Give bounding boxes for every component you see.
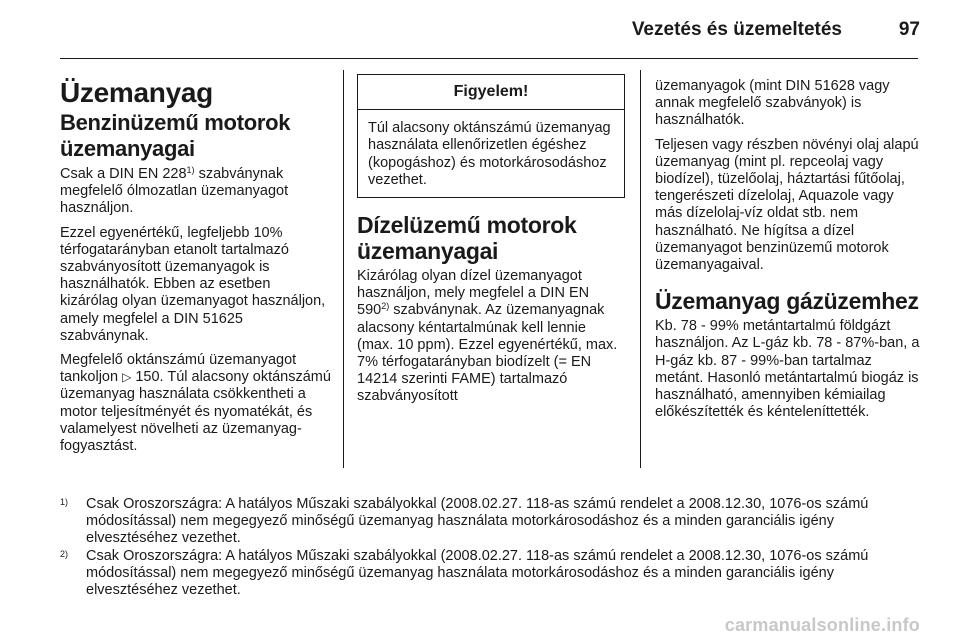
footnote-text: Csak Oroszországra: A hatályos Műszaki szabályokkal (2008.02.27. 118-as számú rendelet a 2008.12.30, 1076-os számú módosítással) nem megegyező minőségű üzemanyag használata motorkárosodáshoz és a minden garanciális igény elvesztéséhez vezethet. [86,496,869,547]
footnote-2 [60,548,922,600]
paragraph [357,268,625,406]
footnotes [60,496,922,599]
page-number: 97 [898,19,920,40]
footnote-text: Csak Oroszországra: A hatályos Műszaki szabályokkal (2008.02.27. 118-as számú rendelet a 2008.12.30, 1076-os számú módosítással) nem megegyező minőségű üzemanyag használata motorkárosodáshoz és a minden garanciális igény elvesztéséhez vezethet. [86,547,869,599]
column-1 [60,74,332,462]
paragraph: üzemanyagok (mint DIN 51628 vagy annak megfelelő szabványok) is használhatók. [655,78,890,129]
warning-title: Figyelem! [358,75,624,110]
subsection-title-petrol: Benzinüzemű motorok üzemanyagai [60,110,291,161]
text-run: szabványnak. Az üzemanyagnak alacsony kéntartalmúnak kell lennie (max. 10 ppm). Ezzel egyenértékű, max. 7% térfogatarányban biodízelt (= EN 14214 szerinti FAME) tartalmazó szabványosított [357,302,618,405]
warning-text: Túl alacsony oktánszámú üzemanyag használata ellenőrizetlen égéshez (kopogáshoz) és motorkárosodáshoz vezethet. [368,120,611,188]
column-divider-2 [640,70,641,468]
page-reference-link[interactable]: 150 [135,369,160,386]
header-title: Vezetés és üzemeltetés [631,19,842,40]
paragraph: Ezzel egyenértékű, legfeljebb 10% térfogatarányban etanolt tartalmazó szabványosított üzemanyagok is használhatók. Ebben az esetben kizárólag olyan üzemanyagot használjon, amely megfelel a DIN 51625 szabványnak. [60,224,326,344]
paragraph [60,352,332,455]
subsection-title-diesel: Dízelüzemű motorok üzemanyagai [357,212,577,265]
footnote-ref-1[interactable]: 1) [186,165,195,175]
column-3 [655,78,921,428]
warning-box [357,74,625,198]
paragraph: Kb. 78 - 99% metántartalmú földgázt használjon. Az L-gáz kb. 78 - 87%-ban, a H-gáz kb. 87 - 99%-ban tartalmaz metánt. Hasonló metántartalmú biogáz is használható, amennyiben kémiailag előkészítették és kénteleníttették. [655,318,920,421]
text-run: Megfelelő oktánszámú üzemanyagot tankoljon [60,352,297,386]
section-title: Üzemanyag [60,77,213,108]
footnote-number: 1) [60,497,69,507]
footnote-ref-2[interactable]: 2) [381,301,390,312]
text-run: . Túl alacsony oktánszámú üzemanyag használata csökkentheti a motor teljesítményét és nyomatékát, és valamelyest növelheti az üzemanyag-fogyasztást. [60,369,331,455]
watermark: carmanualsonline.info [724,615,920,635]
paragraph: Teljesen vagy részben növényi olaj alapú üzemanyag (mint pl. repceolaj vagy biodízel), tüzelőolaj, háztartási fűtőolaj, tengerészeti dízelolaj, Aquazole vagy más dízelolaj-víz oldat stb. nem használható. Ne hígítsa a dízel üzemanyagot benzinüzemű motorok üzemanyagaival. [655,136,919,274]
column-2 [357,74,625,413]
footnote-number: 2) [60,548,69,559]
paragraph [60,166,332,218]
text-run: Csak a DIN EN 228 [60,166,187,182]
footnote-1 [60,496,922,548]
subsection-title-gas: Üzemanyag gázüzemhez [655,288,919,315]
text-run: szabványnak megfelelő ólmozatlan üzemanyagot használjon. [60,166,289,217]
header-divider [60,58,918,59]
text-run: Kizárólag olyan dízel üzemanyagot használjon, mely megfelel a DIN EN 590 [357,268,590,319]
column-divider-1 [343,70,344,468]
page-ref-arrow-icon: ▷ [122,370,132,385]
